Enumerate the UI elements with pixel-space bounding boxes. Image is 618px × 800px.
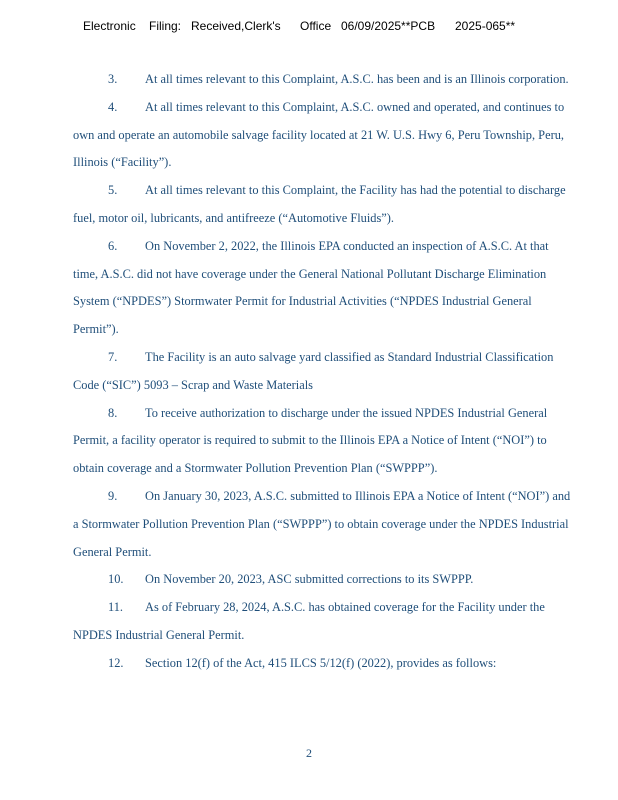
paragraph-number: 5. (108, 183, 118, 198)
paragraph-number: 6. (108, 238, 118, 253)
header-electronic: Electronic (83, 19, 136, 33)
header-received: Received,Clerk's (191, 19, 281, 33)
paragraph-11 (73, 594, 573, 650)
paragraph-number: 11. (108, 600, 124, 615)
paragraph-number: 7. (108, 349, 118, 364)
paragraph-text: On January 30, 2023, A.S.C. submitted to Illinois EPA a Notice of Intent (“NOI”) and a Stormwater Pollution Prevention Plan (“SWPPP”) to obtain coverage under the NPDES Industrial General Permit. (73, 488, 571, 559)
paragraph-3 (73, 66, 573, 94)
paragraph-9 (73, 483, 573, 566)
paragraph-text: The Facility is an auto salvage yard classified as Standard Industrial Classification Code (“SIC”) 5093 – Scrap and Waste Materials (73, 349, 554, 392)
paragraph-number: 3. (108, 72, 118, 86)
paragraph-12 (73, 650, 573, 678)
filing-stamp-header (0, 19, 618, 37)
paragraph-text: Section 12(f) of the Act, 415 ILCS 5/12(f) (2022), provides as follows: (145, 655, 497, 670)
paragraph-7 (73, 344, 573, 400)
paragraph-text: At all times relevant to this Complaint, A.S.C. has been and is an Illinois corporation. (145, 72, 569, 86)
paragraph-text: On November 20, 2023, ASC submitted corrections to its SWPPP. (145, 572, 474, 587)
paragraph-number: 8. (108, 405, 118, 420)
paragraph-8 (73, 400, 573, 483)
paragraph-text: To receive authorization to discharge under the issued NPDES Industrial General Permit, a facility operator is required to submit to the Illinois EPA a Notice of Intent (“NOI”) to obtain coverage and a Stormwater Pollution Prevention Plan (“SWPPP”). (73, 405, 548, 476)
header-date: 06/09/2025**PCB (341, 19, 436, 33)
paragraph-number: 4. (108, 99, 118, 114)
header-filing: Filing: (149, 19, 182, 33)
page-number: 2 (306, 746, 312, 760)
paragraph-text: At all times relevant to this Complaint, the Facility has had the potential to discharge fuel, motor oil, lubricants, and antifreeze (“Automotive Fluids”). (73, 183, 566, 225)
paragraph-6 (73, 233, 573, 344)
paragraph-text: As of February 28, 2024, A.S.C. has obtained coverage for the Facility under the NPDES Industrial General Permit. (73, 600, 545, 642)
paragraph-number: 12. (108, 655, 124, 670)
paragraph-4 (73, 94, 573, 177)
header-office: Office (300, 19, 332, 33)
paragraph-10 (73, 566, 573, 594)
paragraph-5 (73, 177, 573, 233)
header-case-number: 2025-065** (455, 19, 516, 33)
paragraph-number: 10. (108, 572, 124, 587)
paragraph-text: At all times relevant to this Complaint, A.S.C. owned and operated, and continues to own and operate an automobile salvage facility located at 21 W. U.S. Hwy 6, Peru Township, Peru, Illinois (“Facility”). (73, 99, 565, 170)
paragraph-text: On November 2, 2022, the Illinois EPA conducted an inspection of A.S.C. At that time, A.S.C. did not have coverage under the General National Pollutant Discharge Elimination System (“NPDES”) Stormwater Permit for Industrial Activities (“NPDES Industrial General Permit”). (73, 238, 549, 337)
paragraph-number: 9. (108, 488, 118, 503)
document-body (73, 66, 573, 678)
